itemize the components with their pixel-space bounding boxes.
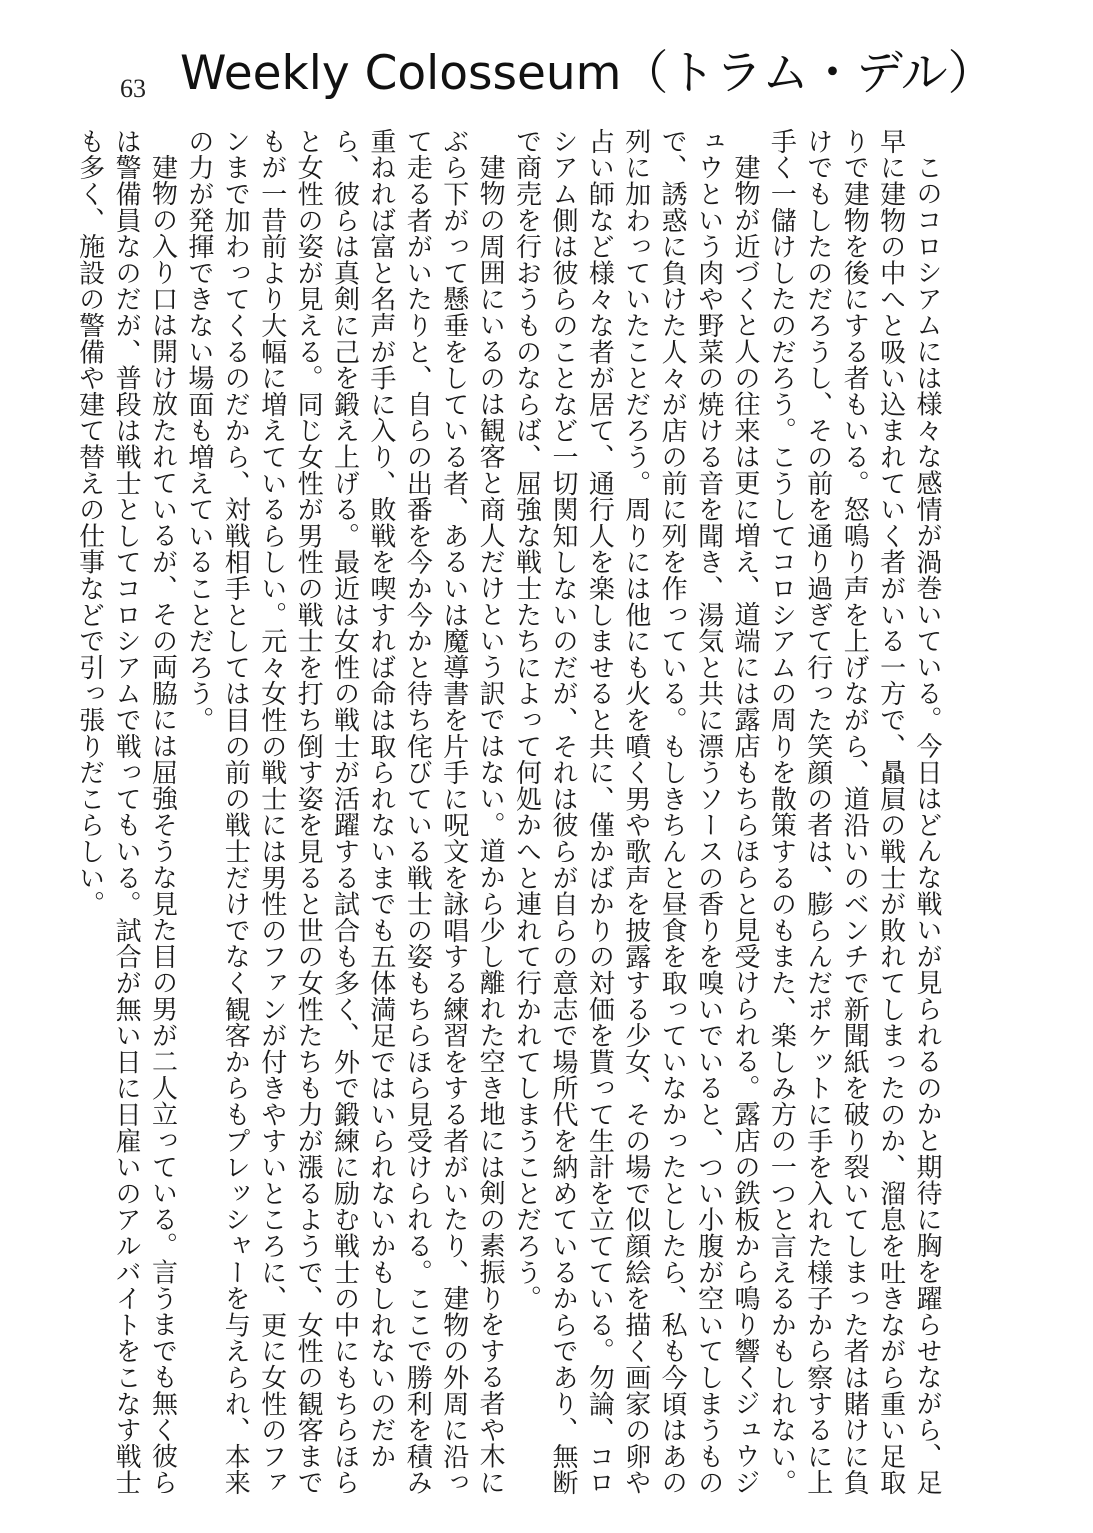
paragraph: 建物の周囲にいるのは観客と商人だけという訳ではない。道から少し離れた空き地には剣の素振りをする者や木にぶら下がって懸垂をしている者、あるいは魔導書を片手に呪文を詠唱する練習をする者がいたり、建物の外周に沿って走る者がいたりと、自らの出番を今か今かと待ち侘びている戦士の姿もちらほら見受けられる。ここで勝利を積み重ねれば富と名声が手に入り、敗戦を喫すれば命は取られないまでも五体満足ではいられないかもしれないのだから、彼らは真剣に己を鍛え上げる。最近は女性の戦士が活躍する試合も多く、外で鍛練に励む戦士の中にもちらほらと女性の姿が見える。同じ女性が男性の戦士を打ち倒す姿を見ると世の女性たちも力が漲るようで、女性の観客までもが一昔前より大幅に増えているらしい。元々女性の戦士には男性のファンが付きやすいところに、更に女性のファンまで加わってくるのだから、対戦相手としては目の前の戦士だけでなく観客からもプレッシャーを与えられ、本来の力が発揮できない場面も増えていることだろう。	[183, 128, 506, 1496]
article-body	[74, 128, 945, 1498]
paragraph: このコロシアムには様々な感情が渦巻いている。今日はどんな戦いが見られるのかと期待に胸を躍らせながら、足早に建物の中へと吸い込まれていく者がいる一方で、贔屓の戦士が敗れてしまったのか、溜息を吐きながら重い足取りで建物を後にする者もいる。怒鳴り声を上げながら、道沿いのベンチで新聞紙を破り裂いてしまった者は賭けに負けでもしたのだろうし、その前を通り過ぎて行った笑顔の者は、膨らんだポケットに手を入れた様子から察するに上手く一儲けしたのだろう。こうしてコロシアムの周りを散策するのもまた、楽しみ方の一つと言えるかもしれない。	[766, 128, 942, 1496]
page-number: 63	[120, 74, 146, 103]
paragraph: 建物の入り口は開け放たれているが、その両脇には屈強そうな見た目の男が二人立っている。言うまでも無く彼らは警備員なのだが、普段は戦士としてコロシアムで戦ってもいる。試合が無い日に日雇いのアルバイトをこなす戦士も多く、施設の警備や建て替えの仕事などで引っ張りだこらしい。	[74, 128, 178, 1496]
paragraph: 建物が近づくと人の往来は更に増え、道端には露店もちらほらと見受けられる。露店の鉄板から鳴り響くジュウジュウという肉や野菜の焼ける音を聞き、湯気と共に漂うソースの香りを嗅いでいると、つい小腹が空いてしまうもので、誘惑に負けた人々が店の前に列を作っている。もしきちんと昼食を取っていなかったとしたら、私も今頃はあの列に加わっていたことだろう。周りには他にも火を噴く男や歌声を披露する少女、その場で似顔絵を描く画家の卵や占い師など様々な者が居て、通行人を楽しませると共に、僅かばかりの対価を貰って生計を立てている。勿論、コロシアム側は彼らのことなど一切関知しないのだが、それは彼らが自らの意志で場所代を納めているからであり、無断で商売を行おうものならば、屈強な戦士たちによって何処かへと連れて行かれてしまうことだろう。	[511, 128, 760, 1496]
page-title: Weekly Colosseum（トラム・デル）	[180, 46, 995, 101]
